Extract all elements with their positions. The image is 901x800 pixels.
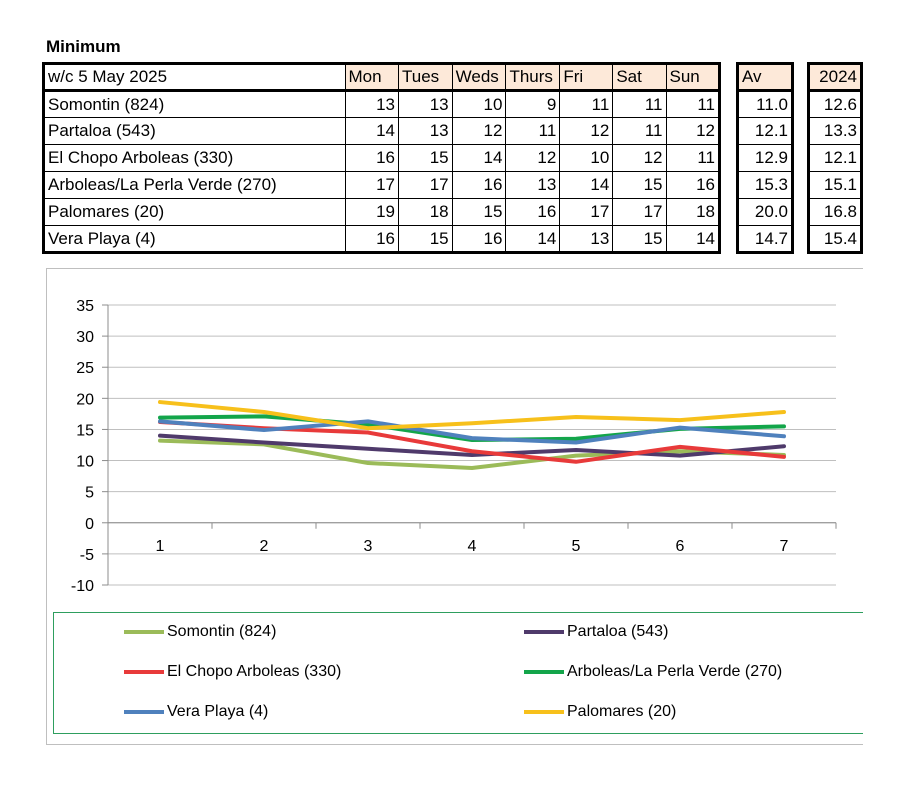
legend-swatch xyxy=(524,710,564,714)
x-tick-label: 3 xyxy=(363,537,373,555)
legend-label: El Chopo Arboleas (330) xyxy=(167,663,342,680)
legend-item xyxy=(124,703,268,721)
average-value: 20.0 xyxy=(738,199,793,226)
day-value: 19 xyxy=(345,199,398,226)
day-header: Thurs xyxy=(506,64,560,91)
day-value: 17 xyxy=(560,199,613,226)
y-tick-label: 5 xyxy=(85,484,94,502)
day-header: Fri xyxy=(560,64,613,91)
y-tick-label: 30 xyxy=(76,329,94,347)
station-name: Vera Playa (4) xyxy=(44,226,346,253)
day-value: 12 xyxy=(666,118,719,145)
legend-label: Partaloa (543) xyxy=(567,623,669,640)
day-value: 14 xyxy=(560,172,613,199)
x-tick-label: 1 xyxy=(155,537,165,555)
legend-label: Vera Playa (4) xyxy=(167,703,269,720)
prev-year-value: 15.4 xyxy=(809,226,862,253)
chart-legend xyxy=(53,612,863,734)
legend-swatch xyxy=(524,670,564,674)
day-value: 15 xyxy=(399,226,453,253)
day-value: 11 xyxy=(613,91,666,118)
average-value: 12.9 xyxy=(738,145,793,172)
y-tick-label: 0 xyxy=(85,515,94,533)
average-value: 12.1 xyxy=(738,118,793,145)
day-value: 15 xyxy=(452,199,506,226)
x-tick-label: 5 xyxy=(571,537,581,555)
legend-item xyxy=(524,623,668,641)
legend-item xyxy=(124,663,341,681)
day-header: Tues xyxy=(399,64,453,91)
day-value: 9 xyxy=(506,91,560,118)
prev-year-value: 16.8 xyxy=(809,199,862,226)
legend-label: Arboleas/La Perla Verde (270) xyxy=(567,663,783,680)
day-value: 17 xyxy=(613,199,666,226)
x-tick-label: 6 xyxy=(675,537,685,555)
day-header: Sat xyxy=(613,64,666,91)
day-value: 11 xyxy=(666,91,719,118)
legend-label: Somontin (824) xyxy=(167,623,277,640)
station-name: Palomares (20) xyxy=(44,199,346,226)
y-tick-label: 25 xyxy=(76,360,94,378)
day-value: 13 xyxy=(345,91,398,118)
day-value: 16 xyxy=(345,226,398,253)
station-name: El Chopo Arboleas (330) xyxy=(44,145,346,172)
day-value: 16 xyxy=(345,145,398,172)
day-value: 12 xyxy=(560,118,613,145)
day-value: 14 xyxy=(506,226,560,253)
average-value: 14.7 xyxy=(738,226,793,253)
page-title: Minimum xyxy=(46,37,121,56)
day-value: 16 xyxy=(666,172,719,199)
day-value: 10 xyxy=(560,145,613,172)
day-value: 13 xyxy=(560,226,613,253)
average-value: 11.0 xyxy=(738,91,793,118)
day-value: 14 xyxy=(452,145,506,172)
prev-year-value: 13.3 xyxy=(809,118,862,145)
y-tick-label: 20 xyxy=(76,391,94,409)
y-tick-label: -5 xyxy=(79,546,94,564)
average-value: 15.3 xyxy=(738,172,793,199)
av-header: Av xyxy=(738,64,793,91)
day-value: 17 xyxy=(399,172,453,199)
day-header: Weds xyxy=(452,64,506,91)
day-value: 15 xyxy=(399,145,453,172)
y-tick-label: -10 xyxy=(70,578,94,595)
station-name: Partaloa (543) xyxy=(44,118,346,145)
legend-swatch xyxy=(124,630,164,634)
day-value: 15 xyxy=(613,172,666,199)
week-label: w/c 5 May 2025 xyxy=(44,64,346,91)
day-value: 11 xyxy=(560,91,613,118)
day-value: 16 xyxy=(452,172,506,199)
day-header: Sun xyxy=(666,64,719,91)
y-tick-label: 15 xyxy=(76,422,94,440)
day-value: 14 xyxy=(666,226,719,253)
legend-swatch xyxy=(124,710,164,714)
day-value: 11 xyxy=(506,118,560,145)
day-value: 12 xyxy=(613,145,666,172)
prev-year-header: 2024 xyxy=(809,64,862,91)
day-value: 11 xyxy=(613,118,666,145)
legend-swatch xyxy=(124,670,164,674)
station-name: Arboleas/La Perla Verde (270) xyxy=(44,172,346,199)
prev-year-value: 12.6 xyxy=(809,91,862,118)
prev-year-value: 15.1 xyxy=(809,172,862,199)
prev-year-value: 12.1 xyxy=(809,145,862,172)
legend-item xyxy=(524,663,782,681)
station-name: Somontin (824) xyxy=(44,91,346,118)
day-value: 16 xyxy=(506,199,560,226)
day-value: 16 xyxy=(452,226,506,253)
day-value: 13 xyxy=(399,91,453,118)
day-value: 13 xyxy=(399,118,453,145)
day-header: Mon xyxy=(345,64,398,91)
day-value: 12 xyxy=(452,118,506,145)
day-value: 13 xyxy=(506,172,560,199)
day-value: 15 xyxy=(613,226,666,253)
day-value: 18 xyxy=(399,199,453,226)
x-tick-label: 2 xyxy=(259,537,269,555)
x-tick-label: 7 xyxy=(779,537,789,555)
day-value: 10 xyxy=(452,91,506,118)
day-value: 18 xyxy=(666,199,719,226)
legend-label: Palomares (20) xyxy=(567,703,677,720)
day-value: 17 xyxy=(345,172,398,199)
day-value: 11 xyxy=(666,145,719,172)
legend-swatch xyxy=(524,630,564,634)
day-value: 14 xyxy=(345,118,398,145)
y-tick-label: 35 xyxy=(76,298,94,315)
legend-item xyxy=(524,703,676,721)
legend-item xyxy=(124,623,276,641)
x-tick-label: 4 xyxy=(467,537,477,555)
y-tick-label: 10 xyxy=(76,453,94,471)
day-value: 12 xyxy=(506,145,560,172)
